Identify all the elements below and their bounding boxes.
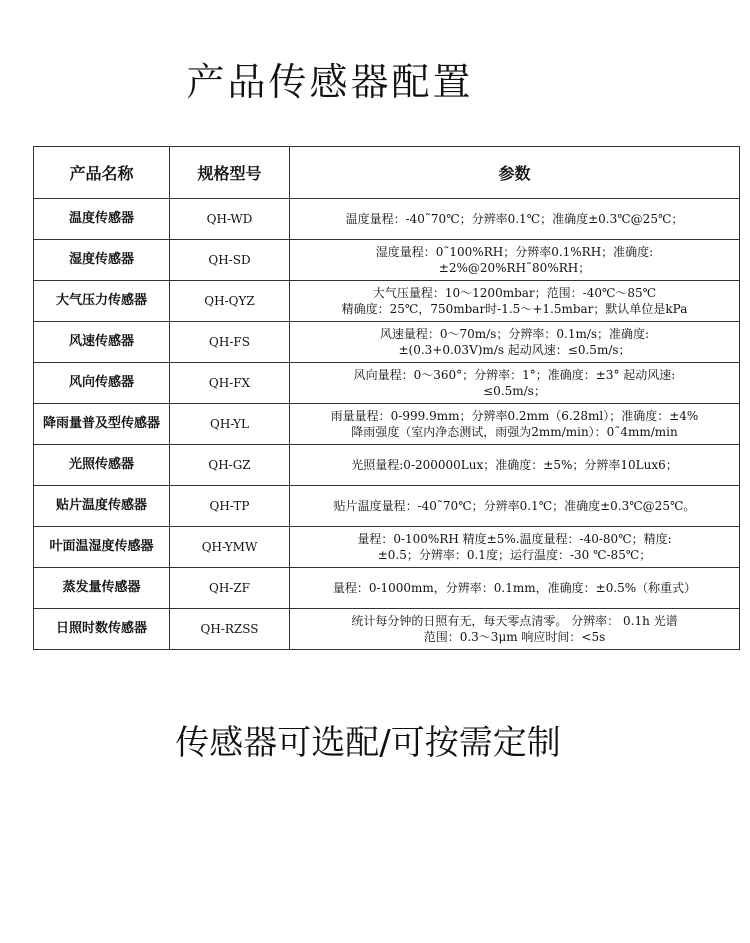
product-model: QH-QYZ	[170, 281, 290, 322]
product-model: QH-FX	[170, 363, 290, 404]
product-model: QH-GZ	[170, 445, 290, 486]
product-model: QH-WD	[170, 199, 290, 240]
table-row	[34, 199, 740, 240]
product-params	[290, 404, 740, 445]
params-line: 贴片温度量程：-40˜70℃；分辨率0.1℃；准确度±0.3℃@25℃。	[333, 499, 696, 513]
params-line: 光照量程:0-200000Lux；准确度：±5%；分辨率10Lux6；	[351, 458, 678, 472]
product-params	[290, 486, 740, 527]
table-row	[34, 609, 740, 650]
params-line: ±(0.3+0.03V)m/s 起动风速：≤0.5m/s；	[398, 343, 631, 357]
params-line: ±2%@20%RH˜80%RH；	[438, 261, 591, 275]
table-header-row	[34, 147, 740, 199]
header-params: 参数	[290, 147, 740, 199]
product-model: QH-YL	[170, 404, 290, 445]
page-title: 产品传感器配置	[186, 60, 474, 104]
params-line: 温度量程：-40˜70℃；分辨率0.1℃；准确度±0.3℃@25℃；	[345, 212, 684, 226]
product-model: QH-RZSS	[170, 609, 290, 650]
product-model: QH-YMW	[170, 527, 290, 568]
product-name: 贴片温度传感器	[34, 486, 170, 527]
product-name: 蒸发量传感器	[34, 568, 170, 609]
table-row	[34, 527, 740, 568]
params-line: 范围：0.3～3μm 响应时间：<5s	[423, 630, 606, 644]
product-model: QH-ZF	[170, 568, 290, 609]
product-params	[290, 281, 740, 322]
params-line: 量程：0-100%RH 精度±5%.温度量程：-40-80℃；精度:	[357, 532, 672, 546]
product-name: 风速传感器	[34, 322, 170, 363]
product-name: 光照传感器	[34, 445, 170, 486]
header-product-name: 产品名称	[34, 147, 170, 199]
product-model: QH-SD	[170, 240, 290, 281]
params-line: ±0.5；分辨率：0.1度；运行温度：-30 ℃-85℃；	[377, 548, 652, 562]
params-line: 降雨强度（室内净态测试，雨强为2mm/min）：0˜4mm/min	[351, 425, 678, 439]
table-row	[34, 322, 740, 363]
params-line: 大气压量程：10～1200mbar；范围：-40℃～85℃	[372, 286, 657, 300]
table-row	[34, 445, 740, 486]
table-row	[34, 240, 740, 281]
product-params	[290, 445, 740, 486]
product-params	[290, 568, 740, 609]
params-line: 湿度量程：0˜100%RH；分辨率0.1%RH；准确度:	[375, 245, 654, 259]
product-name: 湿度传感器	[34, 240, 170, 281]
header-model: 规格型号	[170, 147, 290, 199]
table-row	[34, 363, 740, 404]
product-name: 风向传感器	[34, 363, 170, 404]
custom-note: 传感器可选配/可按需定制	[175, 723, 561, 763]
product-name: 温度传感器	[34, 199, 170, 240]
product-name: 降雨量普及型传感器	[34, 404, 170, 445]
product-params	[290, 609, 740, 650]
product-model: QH-FS	[170, 322, 290, 363]
product-params	[290, 240, 740, 281]
params-line: 统计每分钟的日照有无，每天零点清零。 分辨率： 0.1h 光谱	[351, 614, 678, 628]
product-params	[290, 527, 740, 568]
params-line: 雨量量程：0-999.9mm；分辨率0.2mm（6.28ml）；准确度：±4%	[330, 409, 699, 423]
product-params	[290, 363, 740, 404]
params-line: 量程：0-1000mm，分辨率：0.1mm，准确度：±0.5%（称重式）	[332, 581, 697, 595]
params-line: 风速量程：0～70m/s；分辨率：0.1m/s；准确度:	[379, 327, 650, 341]
params-line: 风向量程：0～360°；分辨率：1°；准确度：±3° 起动风速:	[353, 368, 676, 382]
product-model: QH-TP	[170, 486, 290, 527]
product-name: 叶面温湿度传感器	[34, 527, 170, 568]
table-row	[34, 281, 740, 322]
table-row	[34, 486, 740, 527]
product-name: 大气压力传感器	[34, 281, 170, 322]
params-line: ≤0.5m/s；	[483, 384, 546, 398]
product-name: 日照时数传感器	[34, 609, 170, 650]
params-line: 精确度：25℃，750mbar时-1.5～+1.5mbar；默认单位是kPa	[341, 302, 688, 316]
sensor-spec-table	[33, 146, 740, 650]
product-params	[290, 199, 740, 240]
product-params	[290, 322, 740, 363]
table-row	[34, 568, 740, 609]
table-row	[34, 404, 740, 445]
